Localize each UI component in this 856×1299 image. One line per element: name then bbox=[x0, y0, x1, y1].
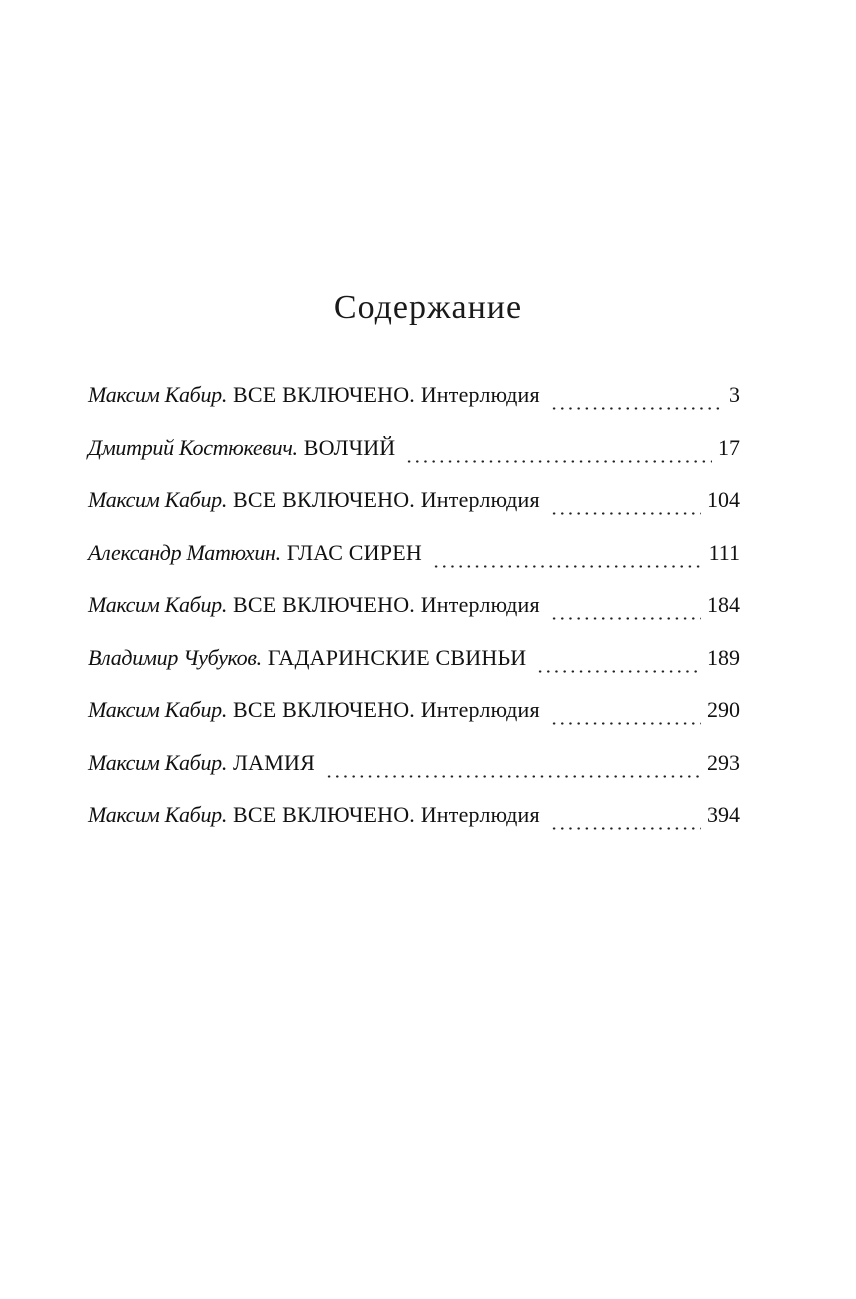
toc-story-title: ВОЛЧИЙ bbox=[303, 434, 396, 460]
toc-story-title: ВСЕ ВКЛЮЧЕНО. Интерлюдия bbox=[233, 382, 540, 407]
toc-page-number: 111 bbox=[708, 539, 740, 565]
toc-story-title: ВСЕ ВКЛЮЧЕНО. Интерлюдия bbox=[233, 487, 540, 512]
toc-author: Дмитрий Костюкевич. bbox=[88, 434, 298, 460]
toc-author: Максим Кабир. bbox=[88, 802, 228, 827]
toc-entry[interactable] bbox=[88, 793, 740, 846]
dot-leader bbox=[325, 762, 701, 782]
toc-page-number: 3 bbox=[729, 382, 740, 407]
toc-author: Максим Кабир. bbox=[88, 749, 228, 775]
toc-author: Максим Кабир. bbox=[88, 592, 228, 617]
toc-story-title: ЛАМИЯ bbox=[233, 749, 315, 775]
dot-leader bbox=[550, 499, 701, 519]
toc-page-number: 104 bbox=[707, 487, 740, 512]
dot-leader bbox=[432, 552, 703, 572]
toc-author: Максим Кабир. bbox=[88, 382, 228, 407]
page-title: Содержание bbox=[333, 289, 523, 326]
table-of-contents bbox=[88, 373, 740, 846]
toc-page-number: 293 bbox=[707, 749, 740, 775]
toc-story-title: ВСЕ ВКЛЮЧЕНО. Интерлюдия bbox=[233, 592, 540, 617]
toc-entry[interactable] bbox=[88, 583, 740, 636]
toc-author: Александр Матюхин. bbox=[88, 539, 281, 565]
toc-entry[interactable] bbox=[88, 426, 740, 479]
dot-leader bbox=[550, 604, 701, 624]
dot-leader bbox=[405, 447, 712, 467]
toc-entry[interactable] bbox=[88, 531, 740, 584]
toc-story-title: ВСЕ ВКЛЮЧЕНО. Интерлюдия bbox=[233, 802, 540, 827]
dot-leader bbox=[550, 394, 723, 414]
toc-author: Владимир Чубуков. bbox=[88, 644, 262, 670]
dot-leader bbox=[550, 709, 701, 729]
toc-page-number: 17 bbox=[718, 434, 740, 460]
toc-entry[interactable] bbox=[88, 373, 740, 426]
toc-page-number: 184 bbox=[707, 592, 740, 617]
toc-story-title: ВСЕ ВКЛЮЧЕНО. Интерлюдия bbox=[233, 697, 540, 722]
toc-author: Максим Кабир. bbox=[88, 697, 228, 722]
toc-author: Максим Кабир. bbox=[88, 487, 228, 512]
toc-entry[interactable] bbox=[88, 688, 740, 741]
toc-page-number: 394 bbox=[707, 802, 740, 827]
toc-entry[interactable] bbox=[88, 741, 740, 794]
toc-entry[interactable] bbox=[88, 636, 740, 689]
toc-page-number: 189 bbox=[707, 644, 740, 670]
dot-leader bbox=[536, 657, 701, 677]
toc-page-number: 290 bbox=[707, 697, 740, 722]
toc-story-title: ГАДАРИНСКИЕ СВИНЬИ bbox=[267, 644, 527, 670]
toc-entry[interactable] bbox=[88, 478, 740, 531]
toc-story-title: ГЛАС СИРЕН bbox=[286, 539, 422, 565]
dot-leader bbox=[550, 814, 701, 834]
